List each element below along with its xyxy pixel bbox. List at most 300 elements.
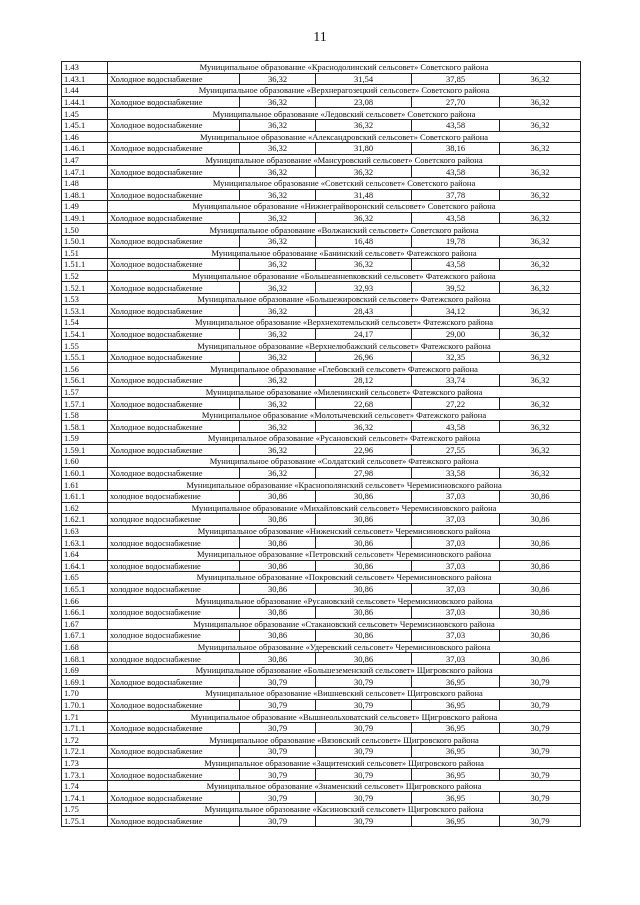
service-name: холодное водоснабжение bbox=[108, 514, 240, 526]
row-number: 1.54.1 bbox=[62, 328, 108, 340]
municipality-header-row bbox=[62, 525, 581, 537]
tariff-table bbox=[61, 61, 581, 827]
service-name: Холодное водоснабжение bbox=[108, 212, 240, 224]
row-number: 1.62 bbox=[62, 502, 108, 514]
tariff-value-v1: 30,79 bbox=[240, 722, 316, 734]
row-number: 1.72 bbox=[62, 734, 108, 746]
municipality-header-row bbox=[62, 177, 581, 189]
service-name: Холодное водоснабжение bbox=[108, 699, 240, 711]
tariff-value-v3: 27,22 bbox=[412, 398, 500, 410]
row-number: 1.75 bbox=[62, 804, 108, 816]
tariff-value-v3: 43,58 bbox=[412, 259, 500, 271]
row-number: 1.61.1 bbox=[62, 490, 108, 502]
tariff-row bbox=[62, 143, 581, 155]
service-name: холодное водоснабжение bbox=[108, 653, 240, 665]
row-number: 1.43.1 bbox=[62, 73, 108, 85]
tariff-value-v2: 36,32 bbox=[316, 166, 412, 178]
municipality-header-row bbox=[62, 363, 581, 375]
tariff-value-v1: 36,32 bbox=[240, 212, 316, 224]
tariff-value-v4: 36,32 bbox=[500, 328, 581, 340]
row-number: 1.53 bbox=[62, 293, 108, 305]
tariff-value-v1: 36,32 bbox=[240, 305, 316, 317]
tariff-value-v3: 37,03 bbox=[412, 560, 500, 572]
municipality-title: Муниципальное образование «Большеземенский сельсовет» Щигровского района bbox=[108, 664, 581, 676]
tariff-row bbox=[62, 746, 581, 758]
tariff-value-v1: 36,32 bbox=[240, 119, 316, 131]
municipality-header-row bbox=[62, 502, 581, 514]
tariff-value-v1: 36,32 bbox=[240, 351, 316, 363]
tariff-value-v3: 27,55 bbox=[412, 444, 500, 456]
tariff-row bbox=[62, 699, 581, 711]
municipality-header-row bbox=[62, 618, 581, 630]
tariff-value-v2: 30,86 bbox=[316, 490, 412, 502]
tariff-value-v4: 36,32 bbox=[500, 212, 581, 224]
row-number: 1.65 bbox=[62, 572, 108, 584]
tariff-row bbox=[62, 537, 581, 549]
tariff-row bbox=[62, 328, 581, 340]
tariff-value-v1: 30,86 bbox=[240, 537, 316, 549]
tariff-value-v2: 30,79 bbox=[316, 792, 412, 804]
tariff-value-v2: 28,12 bbox=[316, 375, 412, 387]
tariff-value-v4: 36,32 bbox=[500, 305, 581, 317]
row-number: 1.75.1 bbox=[62, 815, 108, 827]
tariff-value-v1: 30,86 bbox=[240, 583, 316, 595]
tariff-row bbox=[62, 96, 581, 108]
municipality-title: Муниципальное образование «Миленинский сельсовет» Фатежского района bbox=[108, 386, 581, 398]
row-number: 1.50 bbox=[62, 224, 108, 236]
municipality-header-row bbox=[62, 711, 581, 723]
municipality-header-row bbox=[62, 62, 581, 74]
tariff-value-v2: 30,79 bbox=[316, 815, 412, 827]
row-number: 1.71.1 bbox=[62, 722, 108, 734]
tariff-value-v2: 36,32 bbox=[316, 212, 412, 224]
municipality-header-row bbox=[62, 572, 581, 584]
municipality-title: Муниципальное образование «Краснодолинский сельсовет» Советского района bbox=[108, 62, 581, 74]
tariff-value-v2: 16,48 bbox=[316, 235, 412, 247]
tariff-row bbox=[62, 351, 581, 363]
row-number: 1.58.1 bbox=[62, 421, 108, 433]
row-number: 1.47.1 bbox=[62, 166, 108, 178]
row-number: 1.68 bbox=[62, 641, 108, 653]
tariff-row bbox=[62, 606, 581, 618]
tariff-value-v3: 37,03 bbox=[412, 606, 500, 618]
tariff-value-v4: 30,79 bbox=[500, 699, 581, 711]
row-number: 1.45 bbox=[62, 108, 108, 120]
row-number: 1.62.1 bbox=[62, 514, 108, 526]
tariff-value-v1: 30,79 bbox=[240, 769, 316, 781]
tariff-row bbox=[62, 73, 581, 85]
service-name: холодное водоснабжение bbox=[108, 490, 240, 502]
tariff-row bbox=[62, 792, 581, 804]
municipality-title: Муниципальное образование «Ледовский сельсовет» Советского района bbox=[108, 108, 581, 120]
tariff-value-v4: 30,79 bbox=[500, 676, 581, 688]
tariff-value-v1: 36,32 bbox=[240, 375, 316, 387]
row-number: 1.53.1 bbox=[62, 305, 108, 317]
tariff-value-v4: 30,86 bbox=[500, 606, 581, 618]
municipality-header-row bbox=[62, 641, 581, 653]
tariff-value-v2: 27,98 bbox=[316, 467, 412, 479]
tariff-value-v2: 31,48 bbox=[316, 189, 412, 201]
row-number: 1.67 bbox=[62, 618, 108, 630]
municipality-title: Муниципальное образование «Знаменский сельсовет» Щигровского района bbox=[108, 780, 581, 792]
tariff-value-v1: 36,32 bbox=[240, 467, 316, 479]
tariff-value-v1: 36,32 bbox=[240, 444, 316, 456]
tariff-value-v1: 36,32 bbox=[240, 235, 316, 247]
tariff-value-v4: 30,79 bbox=[500, 792, 581, 804]
tariff-value-v3: 37,03 bbox=[412, 583, 500, 595]
tariff-value-v4: 30,79 bbox=[500, 769, 581, 781]
service-name: Холодное водоснабжение bbox=[108, 305, 240, 317]
row-number: 1.66 bbox=[62, 595, 108, 607]
municipality-title: Муниципальное образование «Краснополянский сельсовет» Черемисиновского района bbox=[108, 479, 581, 491]
municipality-header-row bbox=[62, 734, 581, 746]
tariff-value-v3: 43,58 bbox=[412, 166, 500, 178]
tariff-row bbox=[62, 560, 581, 572]
municipality-title: Муниципальное образование «Удеревский сельсовет» Черемисиновского района bbox=[108, 641, 581, 653]
row-number: 1.52 bbox=[62, 270, 108, 282]
row-number: 1.48 bbox=[62, 177, 108, 189]
tariff-value-v4: 36,32 bbox=[500, 398, 581, 410]
row-number: 1.73.1 bbox=[62, 769, 108, 781]
tariff-value-v2: 30,86 bbox=[316, 560, 412, 572]
municipality-header-row bbox=[62, 804, 581, 816]
tariff-value-v2: 30,79 bbox=[316, 746, 412, 758]
tariff-row bbox=[62, 212, 581, 224]
row-number: 1.64 bbox=[62, 548, 108, 560]
municipality-title: Муниципальное образование «Стакановский сельсовет» Черемисиновского района bbox=[108, 618, 581, 630]
row-number: 1.69.1 bbox=[62, 676, 108, 688]
tariff-value-v1: 36,32 bbox=[240, 189, 316, 201]
municipality-header-row bbox=[62, 224, 581, 236]
municipality-title: Муниципальное образование «Петровский сельсовет» Черемисиновского района bbox=[108, 548, 581, 560]
tariff-value-v3: 39,52 bbox=[412, 282, 500, 294]
municipality-title: Муниципальное образование «Верхнелюбажский сельсовет» Фатежского района bbox=[108, 340, 581, 352]
municipality-title: Муниципальное образование «Советский сельсовет» Советского района bbox=[108, 177, 581, 189]
tariff-value-v3: 36,95 bbox=[412, 722, 500, 734]
row-number: 1.67.1 bbox=[62, 630, 108, 642]
municipality-header-row bbox=[62, 433, 581, 445]
row-number: 1.65.1 bbox=[62, 583, 108, 595]
tariff-value-v3: 37,03 bbox=[412, 537, 500, 549]
municipality-header-row bbox=[62, 780, 581, 792]
tariff-value-v2: 30,86 bbox=[316, 537, 412, 549]
municipality-title: Муниципальное образование «Касиновский сельсовет» Щигровского района bbox=[108, 804, 581, 816]
municipality-header-row bbox=[62, 201, 581, 213]
tariff-value-v4: 36,32 bbox=[500, 444, 581, 456]
municipality-header-row bbox=[62, 409, 581, 421]
municipality-header-row bbox=[62, 757, 581, 769]
tariff-value-v3: 37,03 bbox=[412, 514, 500, 526]
tariff-value-v4: 30,86 bbox=[500, 514, 581, 526]
municipality-title: Муниципальное образование «Михайловский сельсовет» Черемисиновского района bbox=[108, 502, 581, 514]
row-number: 1.68.1 bbox=[62, 653, 108, 665]
tariff-row bbox=[62, 235, 581, 247]
tariff-value-v4: 30,86 bbox=[500, 583, 581, 595]
tariff-value-v3: 33,58 bbox=[412, 467, 500, 479]
tariff-value-v3: 36,95 bbox=[412, 746, 500, 758]
municipality-header-row bbox=[62, 340, 581, 352]
municipality-title: Муниципальное образование «Русановский сельсовет» Черемисиновского района bbox=[108, 595, 581, 607]
service-name: Холодное водоснабжение bbox=[108, 792, 240, 804]
tariff-value-v4: 30,79 bbox=[500, 722, 581, 734]
row-number: 1.47 bbox=[62, 154, 108, 166]
tariff-value-v4: 36,32 bbox=[500, 375, 581, 387]
tariff-value-v1: 36,32 bbox=[240, 421, 316, 433]
row-number: 1.60 bbox=[62, 456, 108, 468]
tariff-value-v4: 36,32 bbox=[500, 119, 581, 131]
municipality-header-row bbox=[62, 131, 581, 143]
municipality-header-row bbox=[62, 688, 581, 700]
row-number: 1.44 bbox=[62, 85, 108, 97]
row-number: 1.58 bbox=[62, 409, 108, 421]
tariff-value-v3: 36,95 bbox=[412, 792, 500, 804]
tariff-row bbox=[62, 653, 581, 665]
tariff-value-v1: 30,86 bbox=[240, 606, 316, 618]
municipality-header-row bbox=[62, 247, 581, 259]
tariff-value-v3: 38,16 bbox=[412, 143, 500, 155]
service-name: Холодное водоснабжение bbox=[108, 235, 240, 247]
row-number: 1.70 bbox=[62, 688, 108, 700]
tariff-value-v1: 36,32 bbox=[240, 143, 316, 155]
municipality-title: Муниципальное образование «Волжанский сельсовет» Советского района bbox=[108, 224, 581, 236]
tariff-value-v4: 30,86 bbox=[500, 537, 581, 549]
tariff-value-v3: 36,95 bbox=[412, 676, 500, 688]
tariff-row bbox=[62, 398, 581, 410]
municipality-header-row bbox=[62, 317, 581, 329]
service-name: Холодное водоснабжение bbox=[108, 676, 240, 688]
tariff-value-v3: 36,95 bbox=[412, 815, 500, 827]
municipality-title: Муниципальное образование «Защитенский сельсовет» Щигровского района bbox=[108, 757, 581, 769]
row-number: 1.71 bbox=[62, 711, 108, 723]
row-number: 1.44.1 bbox=[62, 96, 108, 108]
tariff-value-v4: 30,86 bbox=[500, 490, 581, 502]
tariff-value-v3: 36,95 bbox=[412, 699, 500, 711]
row-number: 1.55.1 bbox=[62, 351, 108, 363]
row-number: 1.74.1 bbox=[62, 792, 108, 804]
row-number: 1.73 bbox=[62, 757, 108, 769]
tariff-value-v1: 36,32 bbox=[240, 282, 316, 294]
row-number: 1.54 bbox=[62, 317, 108, 329]
tariff-value-v4: 30,86 bbox=[500, 630, 581, 642]
tariff-value-v3: 37,03 bbox=[412, 653, 500, 665]
tariff-row bbox=[62, 490, 581, 502]
municipality-header-row bbox=[62, 154, 581, 166]
tariff-value-v2: 30,86 bbox=[316, 514, 412, 526]
tariff-value-v3: 43,58 bbox=[412, 212, 500, 224]
row-number: 1.63.1 bbox=[62, 537, 108, 549]
tariff-value-v2: 36,32 bbox=[316, 421, 412, 433]
tariff-value-v4: 36,32 bbox=[500, 166, 581, 178]
service-name: Холодное водоснабжение bbox=[108, 282, 240, 294]
tariff-value-v3: 37,85 bbox=[412, 73, 500, 85]
row-number: 1.49 bbox=[62, 201, 108, 213]
municipality-header-row bbox=[62, 479, 581, 491]
tariff-value-v2: 31,80 bbox=[316, 143, 412, 155]
row-number: 1.50.1 bbox=[62, 235, 108, 247]
municipality-title: Муниципальное образование «Ниженский сельсовет» Черемисиновского района bbox=[108, 525, 581, 537]
row-number: 1.59 bbox=[62, 433, 108, 445]
tariff-value-v4: 30,86 bbox=[500, 653, 581, 665]
tariff-value-v1: 30,86 bbox=[240, 490, 316, 502]
row-number: 1.63 bbox=[62, 525, 108, 537]
tariff-value-v4: 36,32 bbox=[500, 189, 581, 201]
municipality-title: Муниципальное образование «Молотычевский сельсовет» Фатежского района bbox=[108, 409, 581, 421]
tariff-value-v3: 19,78 bbox=[412, 235, 500, 247]
tariff-value-v3: 36,95 bbox=[412, 769, 500, 781]
tariff-value-v1: 30,79 bbox=[240, 746, 316, 758]
tariff-value-v1: 30,86 bbox=[240, 630, 316, 642]
service-name: Холодное водоснабжение bbox=[108, 375, 240, 387]
row-number: 1.51.1 bbox=[62, 259, 108, 271]
municipality-title: Муниципальное образование «Мансуровский сельсовет» Советского района bbox=[108, 154, 581, 166]
municipality-title: Муниципальное образование «Верхнерагозецкий сельсовет» Советского района bbox=[108, 85, 581, 97]
tariff-value-v3: 37,78 bbox=[412, 189, 500, 201]
tariff-value-v4: 36,32 bbox=[500, 421, 581, 433]
service-name: холодное водоснабжение bbox=[108, 606, 240, 618]
tariff-row bbox=[62, 166, 581, 178]
service-name: холодное водоснабжение bbox=[108, 560, 240, 572]
tariff-row bbox=[62, 421, 581, 433]
tariff-value-v1: 30,79 bbox=[240, 792, 316, 804]
municipality-title: Муниципальное образование «Нижнеграйворонский сельсовет» Советского района bbox=[108, 201, 581, 213]
tariff-value-v2: 28,43 bbox=[316, 305, 412, 317]
tariff-value-v4: 36,32 bbox=[500, 282, 581, 294]
service-name: Холодное водоснабжение bbox=[108, 398, 240, 410]
tariff-value-v3: 37,03 bbox=[412, 490, 500, 502]
tariff-row bbox=[62, 514, 581, 526]
municipality-header-row bbox=[62, 456, 581, 468]
municipality-title: Муниципальное образование «Вишневский сельсовет» Щигровского района bbox=[108, 688, 581, 700]
tariff-value-v4: 36,32 bbox=[500, 73, 581, 85]
tariff-value-v4: 36,32 bbox=[500, 351, 581, 363]
tariff-value-v3: 34,12 bbox=[412, 305, 500, 317]
tariff-table-body bbox=[62, 62, 581, 827]
tariff-value-v1: 36,32 bbox=[240, 96, 316, 108]
tariff-value-v1: 36,32 bbox=[240, 166, 316, 178]
tariff-value-v3: 27,70 bbox=[412, 96, 500, 108]
municipality-title: Муниципальное образование «Покровский сельсовет» Черемисиновского района bbox=[108, 572, 581, 584]
municipality-title: Муниципальное образование «Большеаннenковский сельсовет» Фатежского района bbox=[108, 270, 581, 282]
tariff-value-v2: 30,86 bbox=[316, 583, 412, 595]
tariff-value-v2: 36,32 bbox=[316, 259, 412, 271]
row-number: 1.57 bbox=[62, 386, 108, 398]
municipality-title: Муниципальное образование «Александровский сельсовет» Советского района bbox=[108, 131, 581, 143]
tariff-value-v1: 30,79 bbox=[240, 676, 316, 688]
tariff-value-v2: 26,96 bbox=[316, 351, 412, 363]
tariff-value-v4: 36,32 bbox=[500, 259, 581, 271]
service-name: Холодное водоснабжение bbox=[108, 746, 240, 758]
row-number: 1.70.1 bbox=[62, 699, 108, 711]
tariff-value-v2: 30,79 bbox=[316, 676, 412, 688]
tariff-value-v1: 30,86 bbox=[240, 560, 316, 572]
tariff-value-v2: 32,93 bbox=[316, 282, 412, 294]
service-name: Холодное водоснабжение bbox=[108, 815, 240, 827]
row-number: 1.49.1 bbox=[62, 212, 108, 224]
municipality-header-row bbox=[62, 664, 581, 676]
tariff-row bbox=[62, 815, 581, 827]
tariff-value-v3: 33,74 bbox=[412, 375, 500, 387]
tariff-row bbox=[62, 305, 581, 317]
service-name: Холодное водоснабжение bbox=[108, 328, 240, 340]
tariff-value-v2: 31,54 bbox=[316, 73, 412, 85]
municipality-title: Муниципальное образование «Русановский сельсовет» Фатежского района bbox=[108, 433, 581, 445]
tariff-row bbox=[62, 119, 581, 131]
municipality-header-row bbox=[62, 108, 581, 120]
tariff-row bbox=[62, 769, 581, 781]
tariff-row bbox=[62, 467, 581, 479]
tariff-value-v2: 30,79 bbox=[316, 699, 412, 711]
municipality-title: Муниципальное образование «Верхнехотемльский сельсовет» Фатежского района bbox=[108, 317, 581, 329]
tariff-value-v2: 22,68 bbox=[316, 398, 412, 410]
tariff-row bbox=[62, 444, 581, 456]
tariff-row bbox=[62, 375, 581, 387]
service-name: Холодное водоснабжение bbox=[108, 166, 240, 178]
tariff-value-v1: 36,32 bbox=[240, 398, 316, 410]
municipality-header-row bbox=[62, 595, 581, 607]
tariff-value-v1: 30,79 bbox=[240, 815, 316, 827]
row-number: 1.48.1 bbox=[62, 189, 108, 201]
tariff-value-v1: 30,79 bbox=[240, 699, 316, 711]
tariff-value-v2: 23,08 bbox=[316, 96, 412, 108]
tariff-row bbox=[62, 189, 581, 201]
municipality-title: Муниципальное образование «Большежировский сельсовет» Фатежского района bbox=[108, 293, 581, 305]
row-number: 1.66.1 bbox=[62, 606, 108, 618]
tariff-value-v2: 30,86 bbox=[316, 653, 412, 665]
municipality-title: Муниципальное образование «Вышнеольховатский сельсовет» Щигровского района bbox=[108, 711, 581, 723]
municipality-header-row bbox=[62, 85, 581, 97]
row-number: 1.61 bbox=[62, 479, 108, 491]
service-name: Холодное водоснабжение bbox=[108, 73, 240, 85]
service-name: Холодное водоснабжение bbox=[108, 467, 240, 479]
service-name: Холодное водоснабжение bbox=[108, 143, 240, 155]
tariff-value-v4: 30,79 bbox=[500, 746, 581, 758]
tariff-value-v1: 36,32 bbox=[240, 73, 316, 85]
municipality-title: Муниципальное образование «Банинский сельсовет» Фатежского района bbox=[108, 247, 581, 259]
row-number: 1.51 bbox=[62, 247, 108, 259]
tariff-value-v4: 36,32 bbox=[500, 467, 581, 479]
row-number: 1.59.1 bbox=[62, 444, 108, 456]
municipality-title: Муниципальное образование «Глебовский сельсовет» Фатежского района bbox=[108, 363, 581, 375]
row-number: 1.45.1 bbox=[62, 119, 108, 131]
row-number: 1.74 bbox=[62, 780, 108, 792]
tariff-value-v3: 37,03 bbox=[412, 630, 500, 642]
tariff-value-v3: 43,58 bbox=[412, 119, 500, 131]
service-name: Холодное водоснабжение bbox=[108, 96, 240, 108]
service-name: Холодное водоснабжение bbox=[108, 259, 240, 271]
tariff-value-v1: 30,86 bbox=[240, 514, 316, 526]
municipality-title: Муниципальное образование «Солдатский сельсовет» Фатежского района bbox=[108, 456, 581, 468]
service-name: Холодное водоснабжение bbox=[108, 351, 240, 363]
municipality-title: Муниципальное образование «Вязовский сельсовет» Щигровского района bbox=[108, 734, 581, 746]
tariff-value-v3: 43,58 bbox=[412, 421, 500, 433]
tariff-row bbox=[62, 282, 581, 294]
tariff-value-v4: 30,79 bbox=[500, 815, 581, 827]
tariff-row bbox=[62, 676, 581, 688]
tariff-row bbox=[62, 630, 581, 642]
tariff-row bbox=[62, 722, 581, 734]
tariff-value-v3: 32,35 bbox=[412, 351, 500, 363]
service-name: Холодное водоснабжение bbox=[108, 722, 240, 734]
tariff-value-v2: 22,96 bbox=[316, 444, 412, 456]
row-number: 1.43 bbox=[62, 62, 108, 74]
tariff-value-v4: 36,32 bbox=[500, 96, 581, 108]
tariff-value-v1: 36,32 bbox=[240, 328, 316, 340]
tariff-value-v2: 30,79 bbox=[316, 769, 412, 781]
page-number: 11 bbox=[313, 30, 327, 45]
tariff-value-v4: 36,32 bbox=[500, 143, 581, 155]
row-number: 1.57.1 bbox=[62, 398, 108, 410]
row-number: 1.60.1 bbox=[62, 467, 108, 479]
